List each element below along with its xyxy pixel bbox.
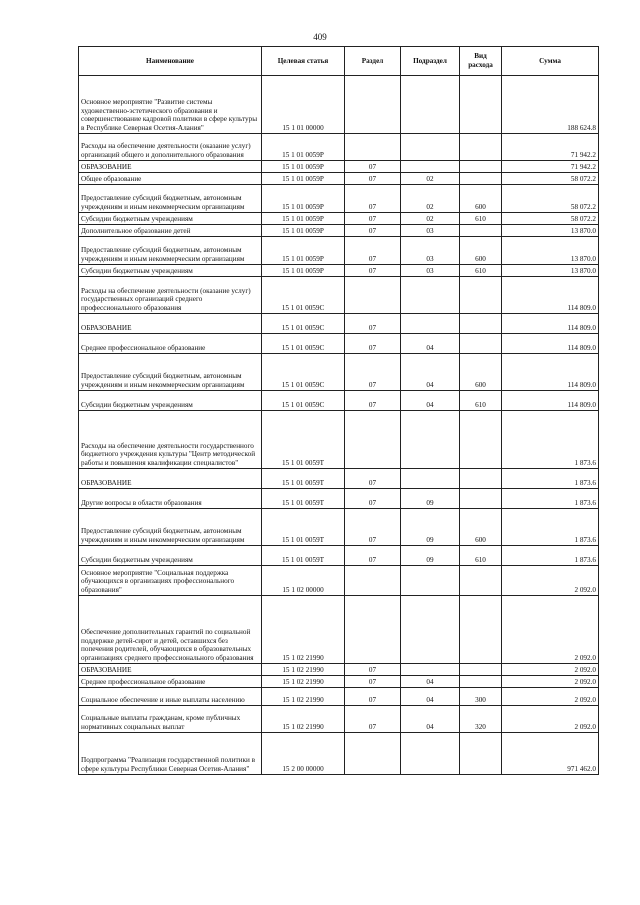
table-row: [79, 161, 599, 173]
header-expense-type: Вид расхода: [460, 47, 502, 76]
row-code: 15 1 02 00000: [262, 566, 345, 596]
table-row: [79, 185, 599, 213]
row-code: 15 1 01 0059Т: [262, 546, 345, 566]
row-name: Среднее профессиональное образование: [79, 676, 262, 688]
row-amount: 114 809.0: [502, 314, 599, 334]
row-expense-type: [460, 489, 502, 509]
row-subsection: [401, 314, 460, 334]
row-section: 07: [345, 489, 401, 509]
row-subsection: [401, 277, 460, 314]
row-code: 15 1 01 0059Р: [262, 185, 345, 213]
row-amount: 2 092.0: [502, 688, 599, 706]
row-name: Другие вопросы в области образования: [79, 489, 262, 509]
row-name: Социальные выплаты гражданам, кроме публичных нормативных социальных выплат: [79, 706, 262, 733]
row-section: 07: [345, 676, 401, 688]
row-code: 15 1 01 0059Р: [262, 134, 345, 161]
table-row: [79, 596, 599, 664]
header-section: Раздел: [345, 47, 401, 76]
row-amount: 58 072.2: [502, 173, 599, 185]
row-section: 07: [345, 354, 401, 391]
row-name: ОБРАЗОВАНИЕ: [79, 161, 262, 173]
table-row: [79, 334, 599, 354]
row-subsection: [401, 664, 460, 676]
row-amount: 2 092.0: [502, 676, 599, 688]
row-section: 07: [345, 664, 401, 676]
row-amount: 13 870.0: [502, 237, 599, 265]
table-row: [79, 354, 599, 391]
table-row: [79, 265, 599, 277]
table-row: [79, 237, 599, 265]
row-code: 15 1 01 0059Р: [262, 225, 345, 237]
row-name: ОБРАЗОВАНИЕ: [79, 314, 262, 334]
row-code: 15 1 02 21990: [262, 664, 345, 676]
row-section: [345, 134, 401, 161]
row-subsection: [401, 596, 460, 664]
table-row: [79, 277, 599, 314]
row-name: Субсидии бюджетным учреждениям: [79, 265, 262, 277]
row-name: Субсидии бюджетным учреждениям: [79, 546, 262, 566]
row-subsection: 09: [401, 489, 460, 509]
row-expense-type: [460, 733, 502, 775]
row-code: 15 1 01 0059Р: [262, 213, 345, 225]
header-code: Целевая статья: [262, 47, 345, 76]
table-row: [79, 676, 599, 688]
row-code: 15 1 01 0059Т: [262, 411, 345, 469]
row-subsection: 04: [401, 391, 460, 411]
header-subsection: Подраздел: [401, 47, 460, 76]
row-code: 15 1 01 0059Т: [262, 469, 345, 489]
row-section: 07: [345, 334, 401, 354]
row-name: Среднее профессиональное образование: [79, 334, 262, 354]
row-amount: 2 092.0: [502, 664, 599, 676]
row-expense-type: [460, 469, 502, 489]
row-code: 15 1 02 21990: [262, 676, 345, 688]
row-code: 15 1 01 0059С: [262, 277, 345, 314]
row-subsection: 02: [401, 173, 460, 185]
row-expense-type: 610: [460, 391, 502, 411]
row-amount: 114 809.0: [502, 334, 599, 354]
row-expense-type: 610: [460, 213, 502, 225]
row-section: 07: [345, 173, 401, 185]
row-expense-type: 610: [460, 265, 502, 277]
row-amount: 2 092.0: [502, 596, 599, 664]
row-name: Общее образование: [79, 173, 262, 185]
table-row: [79, 314, 599, 334]
row-subsection: 04: [401, 334, 460, 354]
table-row: [79, 173, 599, 185]
table-row: [79, 391, 599, 411]
row-section: 07: [345, 161, 401, 173]
row-expense-type: [460, 225, 502, 237]
row-section: 07: [345, 265, 401, 277]
table-row: [79, 509, 599, 546]
row-expense-type: 320: [460, 706, 502, 733]
row-amount: 2 092.0: [502, 706, 599, 733]
row-expense-type: [460, 596, 502, 664]
row-amount: 71 942.2: [502, 161, 599, 173]
row-amount: 188 624.8: [502, 76, 599, 134]
row-code: 15 1 01 0059С: [262, 391, 345, 411]
row-amount: 2 092.0: [502, 566, 599, 596]
row-amount: 114 809.0: [502, 391, 599, 411]
row-subsection: [401, 566, 460, 596]
row-amount: 58 072.2: [502, 185, 599, 213]
row-subsection: 04: [401, 676, 460, 688]
row-name: Субсидии бюджетным учреждениям: [79, 391, 262, 411]
row-subsection: 03: [401, 237, 460, 265]
row-subsection: 03: [401, 265, 460, 277]
row-amount: 1 873.6: [502, 546, 599, 566]
row-subsection: 03: [401, 225, 460, 237]
row-section: 07: [345, 225, 401, 237]
header-amount: Сумма: [502, 47, 599, 76]
row-subsection: 02: [401, 185, 460, 213]
row-amount: 1 873.6: [502, 509, 599, 546]
row-name: ОБРАЗОВАНИЕ: [79, 664, 262, 676]
table-row: [79, 688, 599, 706]
row-section: 07: [345, 546, 401, 566]
row-name: Расходы на обеспечение деятельности государственного бюджетного учреждения культуры "Центр методической работы и повышения квалификации специалистов": [79, 411, 262, 469]
row-subsection: [401, 76, 460, 134]
table-row: [79, 225, 599, 237]
row-code: 15 1 01 0059Т: [262, 489, 345, 509]
row-name: Основное мероприятие "Социальная поддержка обучающихся в организациях профессионального образования": [79, 566, 262, 596]
table-row: [79, 469, 599, 489]
row-section: 07: [345, 706, 401, 733]
row-name: Предоставление субсидий бюджетным, автономным учреждениям и иным некоммерческим организациям: [79, 509, 262, 546]
row-subsection: 04: [401, 688, 460, 706]
row-subsection: [401, 469, 460, 489]
row-subsection: 04: [401, 706, 460, 733]
row-expense-type: [460, 566, 502, 596]
row-section: 07: [345, 314, 401, 334]
table-row: [79, 664, 599, 676]
row-amount: 1 873.6: [502, 411, 599, 469]
header-name: Наименование: [79, 47, 262, 76]
row-expense-type: [460, 161, 502, 173]
row-expense-type: [460, 134, 502, 161]
row-code: 15 1 01 0059Т: [262, 509, 345, 546]
row-section: 07: [345, 469, 401, 489]
row-name: ОБРАЗОВАНИЕ: [79, 469, 262, 489]
row-expense-type: 600: [460, 185, 502, 213]
table-row: [79, 411, 599, 469]
row-code: 15 1 01 0059Р: [262, 265, 345, 277]
table-row: [79, 733, 599, 775]
row-subsection: 02: [401, 213, 460, 225]
row-expense-type: 300: [460, 688, 502, 706]
row-code: 15 2 00 00000: [262, 733, 345, 775]
budget-table: [78, 46, 599, 775]
table-header-row: [79, 47, 599, 76]
row-code: 15 1 01 0059Р: [262, 161, 345, 173]
row-amount: 114 809.0: [502, 277, 599, 314]
row-section: 07: [345, 391, 401, 411]
row-code: 15 1 01 00000: [262, 76, 345, 134]
row-section: 07: [345, 213, 401, 225]
table-row: [79, 546, 599, 566]
table-row: [79, 489, 599, 509]
row-expense-type: [460, 664, 502, 676]
row-section: [345, 411, 401, 469]
row-amount: 971 462.0: [502, 733, 599, 775]
row-subsection: [401, 733, 460, 775]
row-amount: 114 809.0: [502, 354, 599, 391]
row-expense-type: [460, 676, 502, 688]
row-expense-type: [460, 314, 502, 334]
row-expense-type: [460, 173, 502, 185]
row-code: 15 1 01 0059С: [262, 314, 345, 334]
row-expense-type: [460, 334, 502, 354]
row-section: 07: [345, 509, 401, 546]
row-subsection: 04: [401, 354, 460, 391]
row-expense-type: 600: [460, 354, 502, 391]
row-name: Предоставление субсидий бюджетным, автономным учреждениям и иным некоммерческим организациям: [79, 354, 262, 391]
row-subsection: 09: [401, 509, 460, 546]
row-expense-type: [460, 76, 502, 134]
row-code: 15 1 01 0059Р: [262, 237, 345, 265]
table-row: [79, 566, 599, 596]
row-expense-type: [460, 411, 502, 469]
row-name: Дополнительное образование детей: [79, 225, 262, 237]
row-section: [345, 566, 401, 596]
row-name: Субсидии бюджетным учреждениям: [79, 213, 262, 225]
row-section: [345, 596, 401, 664]
row-expense-type: 600: [460, 237, 502, 265]
row-name: Социальное обеспечение и иные выплаты населению: [79, 688, 262, 706]
row-code: 15 1 01 0059Р: [262, 173, 345, 185]
row-expense-type: [460, 277, 502, 314]
table-row: [79, 706, 599, 733]
row-subsection: 09: [401, 546, 460, 566]
row-section: [345, 733, 401, 775]
table-row: [79, 213, 599, 225]
row-expense-type: 600: [460, 509, 502, 546]
row-section: 07: [345, 688, 401, 706]
row-amount: 13 870.0: [502, 225, 599, 237]
row-amount: 1 873.6: [502, 489, 599, 509]
row-name: Расходы на обеспечение деятельности (оказание услуг) организаций общего и дополнительного образования: [79, 134, 262, 161]
row-amount: 13 870.0: [502, 265, 599, 277]
table-row: [79, 134, 599, 161]
row-section: 07: [345, 237, 401, 265]
row-expense-type: 610: [460, 546, 502, 566]
row-code: 15 1 01 0059С: [262, 354, 345, 391]
row-section: [345, 277, 401, 314]
row-code: 15 1 02 21990: [262, 688, 345, 706]
row-name: Подпрограмма "Реализация государственной политики в сфере культуры Республики Северная Осетия-Алания": [79, 733, 262, 775]
row-name: Обеспечение дополнительных гарантий по социальной поддержке детей-сирот и детей, оставшихся без попечения родителей, обучающихся в образовательных организациях среднего профессионального образования: [79, 596, 262, 664]
row-name: Основное мероприятие "Развитие системы художественно-эстетического образования и совершенствование кадровой политики в сфере культуры в Республике Северная Осетия-Алания": [79, 76, 262, 134]
row-name: Предоставление субсидий бюджетным, автономным учреждениям и иным некоммерческим организациям: [79, 185, 262, 213]
row-code: 15 1 02 21990: [262, 706, 345, 733]
row-amount: 1 873.6: [502, 469, 599, 489]
page-number: 409: [313, 32, 327, 42]
row-code: 15 1 02 21990: [262, 596, 345, 664]
row-section: 07: [345, 185, 401, 213]
row-amount: 58 072.2: [502, 213, 599, 225]
row-subsection: [401, 134, 460, 161]
row-name: Предоставление субсидий бюджетным, автономным учреждениям и иным некоммерческим организациям: [79, 237, 262, 265]
row-subsection: [401, 411, 460, 469]
row-section: [345, 76, 401, 134]
row-amount: 71 942.2: [502, 134, 599, 161]
row-subsection: [401, 161, 460, 173]
table-row: [79, 76, 599, 134]
row-code: 15 1 01 0059С: [262, 334, 345, 354]
row-name: Расходы на обеспечение деятельности (оказание услуг) государственных организаций среднего профессионального образования: [79, 277, 262, 314]
